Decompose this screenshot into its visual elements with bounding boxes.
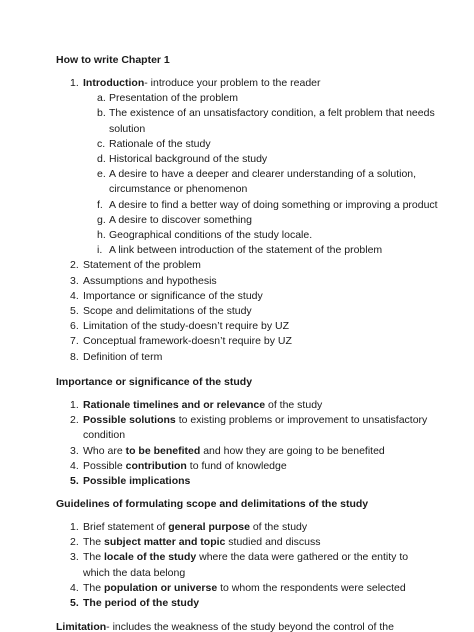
list-item — [70, 304, 430, 319]
list-marker: c. — [97, 137, 106, 150]
list-marker: 1. — [70, 399, 79, 411]
list-item — [70, 350, 430, 365]
list-marker: 2. — [70, 259, 79, 272]
list-marker: 8. — [70, 350, 79, 363]
list-item-text — [109, 168, 416, 195]
text-run: The — [83, 581, 105, 594]
list-item-text — [83, 582, 406, 594]
list-marker: 1. — [70, 521, 79, 533]
chapter1-outline-list — [70, 76, 438, 365]
list-item — [70, 334, 430, 349]
bold-text: Possible implications — [83, 475, 191, 488]
list-item-text — [83, 475, 190, 487]
text-run: A desire to discover something — [109, 213, 252, 226]
list-item — [70, 274, 430, 289]
list-item — [70, 444, 430, 459]
list-item — [97, 91, 443, 106]
text-run: Who are — [83, 444, 126, 457]
list-item-text — [83, 536, 321, 548]
list-marker: 3. — [70, 274, 79, 287]
list-item — [70, 258, 430, 273]
list-marker: 5. — [70, 597, 79, 610]
list-item-text — [83, 445, 385, 457]
list-item-text — [109, 92, 238, 104]
text-run: A desire to find a better way of doing something or improving a product — [109, 198, 438, 211]
list-item — [97, 228, 443, 243]
text-run: The — [83, 551, 105, 564]
text-run: Geographical conditions of the study locale. — [109, 229, 313, 242]
bold-text: The period of the study — [83, 597, 200, 610]
list-marker: e. — [97, 168, 106, 181]
text-run: Scope and delimitations of the study — [83, 305, 252, 318]
list-marker: g. — [97, 213, 106, 226]
bold-text: population or universe — [104, 581, 218, 594]
list-item-text — [109, 244, 382, 256]
list-marker: h. — [97, 229, 106, 242]
list-marker: 2. — [70, 414, 79, 427]
list-item-text — [83, 399, 322, 411]
text-run: to whom the respondents were selected — [217, 581, 406, 594]
list-item — [97, 137, 443, 152]
list-marker: 5. — [70, 305, 79, 318]
bold-text: contribution — [125, 459, 187, 472]
text-run: Assumptions and hypothesis — [83, 274, 217, 287]
text-run: Limitation of the study-doesn’t require by UZ — [83, 320, 290, 333]
text-run: Historical background of the study — [109, 153, 268, 166]
text-run: of the study — [265, 399, 323, 411]
list-marker: 4. — [70, 581, 79, 594]
list-marker: f. — [97, 198, 103, 211]
list-marker: 7. — [70, 335, 79, 348]
list-item-text — [83, 290, 263, 302]
list-item — [70, 596, 430, 611]
list-item — [70, 76, 438, 258]
bold-text: subject matter and topic — [104, 536, 226, 549]
text-run: Brief statement of — [83, 521, 169, 533]
list-marker: d. — [97, 153, 106, 166]
list-item-text — [83, 259, 201, 271]
text-run: Rationale of the study — [109, 137, 211, 150]
text-run: The — [83, 536, 105, 549]
limitation-paragraph — [56, 620, 394, 632]
list-item-text — [83, 77, 321, 89]
list-item-text — [83, 305, 252, 317]
list-item-text — [109, 153, 267, 165]
list-item — [70, 398, 430, 413]
text-run: where the data were gathered or the entity to which the data belong — [83, 551, 409, 579]
text-run: studied and discuss — [225, 536, 321, 549]
text-run: A link between introduction of the statement of the problem — [109, 244, 383, 257]
list-item — [70, 474, 430, 489]
list-marker: i. — [97, 244, 103, 257]
list-item — [97, 106, 443, 136]
bold-text: Possible solutions — [83, 414, 176, 427]
bold-text: Limitation — [56, 621, 107, 632]
list-item-text — [83, 551, 408, 578]
list-marker: 3. — [70, 551, 79, 564]
list-item — [70, 581, 430, 596]
list-item-text — [109, 199, 438, 211]
text-run: Statement of the problem — [83, 259, 201, 272]
list-item — [97, 152, 443, 167]
list-item — [70, 535, 430, 550]
list-item-text — [109, 229, 312, 241]
list-marker: 5. — [70, 475, 79, 488]
text-run: Presentation of the problem — [109, 92, 238, 105]
bold-text: to be benefited — [125, 444, 201, 457]
text-run: of the study — [249, 521, 308, 533]
text-run: Definition of term — [83, 350, 163, 363]
bold-text: Introduction — [83, 77, 145, 89]
text-run: and how they are going to be benefited — [200, 444, 385, 457]
list-item-text — [83, 351, 162, 363]
text-run: Conceptual framework-doesn’t require by UZ — [83, 335, 292, 348]
list-item-text — [83, 597, 199, 609]
list-marker: 4. — [70, 459, 79, 472]
list-item — [70, 289, 430, 304]
list-item-text — [83, 275, 217, 287]
list-item — [97, 213, 443, 228]
text-run: Possible — [83, 459, 126, 472]
list-marker: b. — [97, 107, 106, 120]
section-heading-importance: Importance or significance of the study — [56, 376, 253, 388]
guidelines-list — [70, 520, 430, 611]
text-run: A desire to have a deeper and clearer understanding of a solution, circumstance or phenomenon — [109, 168, 417, 196]
list-item — [70, 319, 430, 334]
text-run: - includes the weakness of the study beyond the control of the — [106, 621, 394, 632]
list-item-text — [83, 414, 427, 441]
bold-text: locale of the study — [104, 551, 197, 564]
bold-text: general purpose — [168, 521, 250, 533]
importance-list — [70, 398, 430, 489]
list-marker: 1. — [70, 77, 79, 89]
list-item — [70, 459, 430, 474]
introduction-sub-list — [97, 91, 443, 258]
list-marker: 3. — [70, 444, 79, 457]
list-item-text — [109, 107, 435, 134]
list-item-text — [83, 320, 289, 332]
list-item — [97, 198, 443, 213]
list-item — [97, 167, 443, 197]
text-run: Importance or significance of the study — [83, 289, 263, 302]
list-item — [70, 550, 430, 580]
list-marker: 4. — [70, 289, 79, 302]
list-item — [70, 413, 430, 443]
list-marker: a. — [97, 92, 106, 105]
list-item-text — [109, 214, 252, 226]
page-title: How to write Chapter 1 — [56, 54, 170, 66]
list-item-text — [109, 138, 211, 150]
list-marker: 6. — [70, 320, 79, 333]
text-run: - introduce your problem to the reader — [144, 77, 321, 89]
list-item — [97, 243, 443, 258]
text-run: The existence of an unsatisfactory condition, a felt problem that needs solution — [109, 107, 435, 135]
list-item-text — [83, 460, 287, 472]
list-item — [70, 520, 430, 535]
text-run: to fund of knowledge — [186, 459, 287, 472]
list-item-text — [83, 521, 307, 533]
list-item-text — [83, 335, 292, 347]
bold-text: Rationale timelines and or relevance — [83, 399, 266, 411]
text-run: to existing problems or improvement to unsatisfactory condition — [83, 414, 428, 442]
list-marker: 2. — [70, 536, 79, 549]
section-heading-guidelines: Guidelines of formulating scope and delimitations of the study — [56, 498, 369, 510]
